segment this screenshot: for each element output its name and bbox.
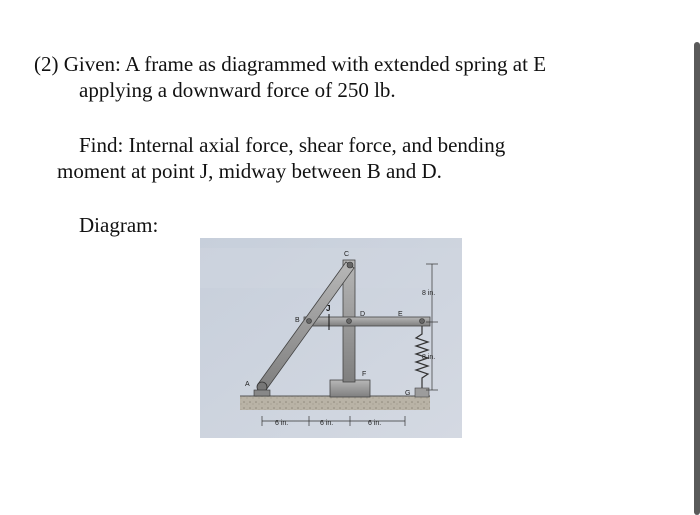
frame-diagram-svg xyxy=(200,238,462,438)
label-c: C xyxy=(344,251,350,258)
label-b: B xyxy=(295,317,300,324)
pin-e xyxy=(420,319,425,324)
dim-horizontal-1: 6 in. xyxy=(275,420,289,427)
label-j: J xyxy=(326,304,331,313)
problem-find-line2: moment at point J, midway between B and D. xyxy=(57,159,442,183)
pin-c xyxy=(347,262,353,268)
block-f xyxy=(330,380,370,397)
vertical-scrollbar[interactable] xyxy=(694,42,700,515)
dim-horizontal-2: 6 in. xyxy=(320,420,334,427)
pin-b xyxy=(307,319,312,324)
label-g: G xyxy=(405,390,411,397)
problem-given-line2: applying a downward force of 250 lb. xyxy=(79,78,396,102)
diagram-label: Diagram: xyxy=(79,213,159,237)
frame-diagram xyxy=(200,238,462,438)
dim-horizontal-3: 6 in. xyxy=(368,420,382,427)
problem-find-line1: Find: Internal axial force, shear force, and bending xyxy=(79,133,506,157)
ground xyxy=(240,396,430,410)
dim-lower-vertical: 8 in. xyxy=(422,354,436,361)
label-a: A xyxy=(245,381,250,388)
spring-base-g xyxy=(415,388,429,397)
horizontal-member xyxy=(304,317,430,326)
dim-upper-vertical: 8 in. xyxy=(422,290,436,297)
label-d: D xyxy=(360,311,366,318)
pin-d xyxy=(347,319,352,324)
label-e: E xyxy=(398,311,403,318)
label-f: F xyxy=(362,371,367,378)
problem-given-line1: (2) Given: A frame as diagrammed with extended spring at E xyxy=(34,52,547,76)
